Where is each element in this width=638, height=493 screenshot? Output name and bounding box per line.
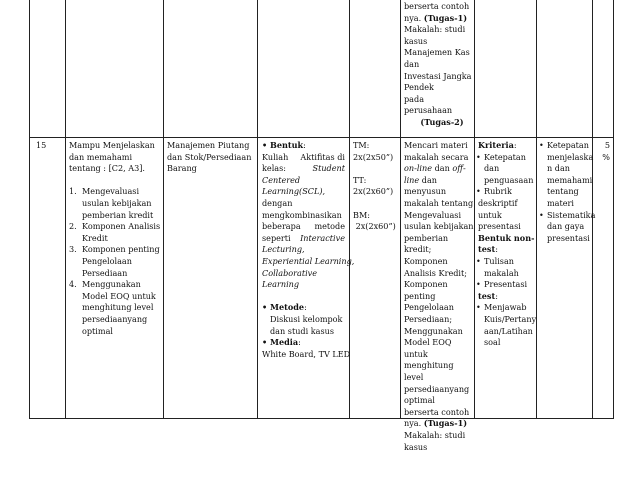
materi-line: makalah tentang <box>404 198 474 208</box>
topic-line: Barang <box>167 163 197 174</box>
test-text: test <box>478 290 496 301</box>
test-text: test <box>478 244 496 255</box>
tugas-label: (Tugas-2) <box>420 117 464 127</box>
objective-item-num: 2. <box>69 221 77 232</box>
materi-line: Menggunakan <box>404 325 463 336</box>
topic-line: dan Stok/Persediaan <box>167 151 252 162</box>
materi-line: Komponen <box>404 256 448 266</box>
materi-line <box>404 175 437 187</box>
colon: : <box>513 140 517 150</box>
colon: : <box>298 337 301 348</box>
method-line: dengan <box>262 198 293 208</box>
col-line <box>474 0 475 419</box>
row-number: 15 <box>36 140 47 150</box>
indicator-line: presentasi <box>547 232 590 243</box>
criteria-line: makalah <box>484 267 519 278</box>
materi-line: makalah secara <box>404 151 469 162</box>
materi-line: Investasi Jangka <box>404 70 472 81</box>
materi-text: nya. <box>404 418 424 429</box>
method-line: Lecturing, <box>262 244 305 255</box>
method-line: Learning(SCL), <box>262 186 326 197</box>
row-line <box>29 137 614 138</box>
tugas-label: (Tugas-1) <box>423 418 468 429</box>
objective-item-num: 4. <box>69 279 77 290</box>
test-label <box>478 244 498 256</box>
media-label <box>270 337 301 349</box>
time-line: 2x(2x50”) <box>353 151 394 162</box>
materi-line: Mengevaluasi <box>404 209 462 220</box>
materi-text: dan <box>432 163 453 174</box>
materi-line <box>404 163 466 175</box>
materi-line: untuk <box>404 348 428 359</box>
method-line: Experiential Learning, <box>262 256 355 266</box>
criteria-item: • Ketepatan <box>484 152 526 164</box>
objective-item-line: Mengevaluasi <box>82 186 140 197</box>
materi-italic: line <box>404 174 420 185</box>
indicator-line: menjelaska <box>547 151 594 162</box>
objective-item-line: persediaanyang <box>82 314 148 324</box>
indicator-item: • Ketepatan <box>547 140 589 152</box>
criteria-item: • Presentasi <box>484 279 527 291</box>
criteria-item: • Menjawab <box>484 302 527 314</box>
method-word: Student <box>312 163 345 174</box>
method-line: Centered <box>262 174 301 185</box>
method-word: Aktifitas di <box>300 151 345 162</box>
materi-text: dan <box>419 174 437 185</box>
test-label <box>478 291 498 303</box>
criteria-line: Kuis/Pertany <box>484 314 537 324</box>
method-line: Collaborative <box>262 267 318 278</box>
tugas-label: (Tugas-1) <box>423 12 468 23</box>
materi-line: perusahaan <box>404 105 453 116</box>
objective-item-num: 1. <box>69 186 77 197</box>
objective-item-line: optimal <box>82 325 113 336</box>
objective-item-line: Menggunakan <box>82 279 141 290</box>
topic-line: Manajemen Piutang <box>167 140 250 150</box>
method-word: seperti <box>262 232 291 243</box>
materi-line: Analisis Kredit; <box>404 267 467 278</box>
materi-line: usulan kebijakan <box>404 221 474 232</box>
bentuk-label <box>270 140 306 152</box>
materi-line <box>404 418 467 430</box>
materi-line: Model EOQ <box>404 337 452 348</box>
method-word: Kuliah <box>262 151 289 162</box>
materi-line: dan <box>404 59 420 69</box>
method-word: Interactive <box>300 232 345 243</box>
objective-item-line: Model EOQ untuk <box>82 290 156 301</box>
materi-line: kasus <box>404 35 428 46</box>
materi-text: nya. <box>404 12 424 23</box>
kriteria-label <box>478 140 517 152</box>
col-line <box>257 0 258 419</box>
colon: : <box>304 302 307 313</box>
media-value: White Board, TV LED <box>262 348 351 359</box>
bentuk-text: Bentuk <box>270 140 304 150</box>
objective-item-line: usulan kebijakan <box>82 198 152 208</box>
materi-line: berserta contoh <box>404 406 470 417</box>
time-line: TT: <box>353 174 367 185</box>
time-line: TM: <box>353 140 370 150</box>
materi-line: Makalah: studi <box>404 24 466 35</box>
criteria-line: presentasi <box>478 221 521 232</box>
col-line <box>163 0 164 419</box>
materi-italic: off- <box>452 163 466 174</box>
metode-label <box>270 302 307 314</box>
criteria-line: penguasaan <box>484 174 534 185</box>
colon: : <box>495 290 498 301</box>
media-text: Media <box>270 337 299 348</box>
row-line <box>29 418 614 419</box>
materi-line: Pendek <box>404 82 434 93</box>
bentuk-non-label: Bentuk non- <box>478 232 535 243</box>
kriteria-text: Kriteria <box>478 140 514 150</box>
method-word: kelas: <box>262 163 286 174</box>
materi-line: penting <box>404 290 436 301</box>
materi-line: menyusun <box>404 186 447 197</box>
materi-line <box>404 13 467 25</box>
time-line: BM: <box>353 209 370 220</box>
metode-text: Metode <box>270 302 305 313</box>
weight-value: 5 <box>604 140 610 150</box>
col-line <box>536 0 537 419</box>
objective-item-line: menghitung level <box>82 302 154 313</box>
materi-line: Makalah: studi <box>404 430 466 440</box>
materi-line: Pengelolaan <box>404 302 454 313</box>
materi-line: berserta contoh <box>404 1 470 11</box>
objective-line: tentang : [C2, A3]. <box>69 163 145 174</box>
materi-line: level <box>404 372 424 382</box>
indicator-item: • Sistematika <box>547 210 595 222</box>
indicator-line: n dan <box>547 163 571 174</box>
materi-line: Manajemen Kas <box>404 47 470 58</box>
materi-line: persediaanyang <box>404 383 470 394</box>
criteria-line: untuk <box>478 209 502 220</box>
criteria-line: deskriptif <box>478 198 518 208</box>
objective-item-line: Persediaan <box>82 267 128 278</box>
materi-line: Komponen <box>404 279 448 290</box>
method-word: metode <box>314 221 345 232</box>
criteria-item: • Rubrik <box>484 186 512 198</box>
criteria-line: dan <box>484 163 500 174</box>
indicator-line: materi <box>547 198 575 208</box>
criteria-line: soal <box>484 337 501 348</box>
time-line: 2x(2x60”) <box>353 221 396 232</box>
time-line: 2x(2x60”) <box>353 186 394 197</box>
objective-item-line: Kredit <box>82 232 108 243</box>
col-line <box>29 0 30 419</box>
indicator-line: dan gaya <box>547 221 585 232</box>
materi-line: kredit; <box>404 244 432 255</box>
objective-item-line: Komponen penting <box>82 244 160 255</box>
col-line <box>400 0 401 419</box>
method-line: Learning <box>262 279 300 290</box>
materi-italic: on-line <box>404 163 433 174</box>
materi-line: Persediaan; <box>404 314 453 324</box>
method-line: mengkombinasikan <box>262 209 342 220</box>
method-line: Diskusi kelompok <box>270 314 343 324</box>
materi-line: pemberian <box>404 232 449 243</box>
materi-line: Mencari materi <box>404 140 468 150</box>
method-line: dan studi kasus <box>270 325 335 336</box>
criteria-line: aan/Latihan <box>484 325 533 336</box>
objective-item-line: pemberian kredit <box>82 209 154 220</box>
objective-line: dan memahami <box>69 151 133 162</box>
objective-item-line: Komponen Analisis <box>82 221 161 232</box>
indicator-line: memahami <box>547 174 593 185</box>
objective-line: Mampu Menjelaskan <box>69 140 155 150</box>
materi-line: kasus <box>404 441 428 452</box>
materi-line: menghitung <box>404 360 454 371</box>
method-word: beberapa <box>262 221 301 232</box>
col-line <box>65 0 66 419</box>
col-line <box>613 0 614 419</box>
objective-item-num: 3. <box>69 244 77 255</box>
colon: : <box>495 244 498 255</box>
colon: : <box>303 140 306 150</box>
weight-unit: % <box>602 151 610 162</box>
criteria-item: • Tulisan <box>484 256 514 268</box>
materi-line: pada <box>404 93 425 104</box>
materi-line: optimal <box>404 395 435 406</box>
indicator-line: tentang <box>547 186 579 197</box>
objective-item-line: Pengelolaan <box>82 256 132 266</box>
